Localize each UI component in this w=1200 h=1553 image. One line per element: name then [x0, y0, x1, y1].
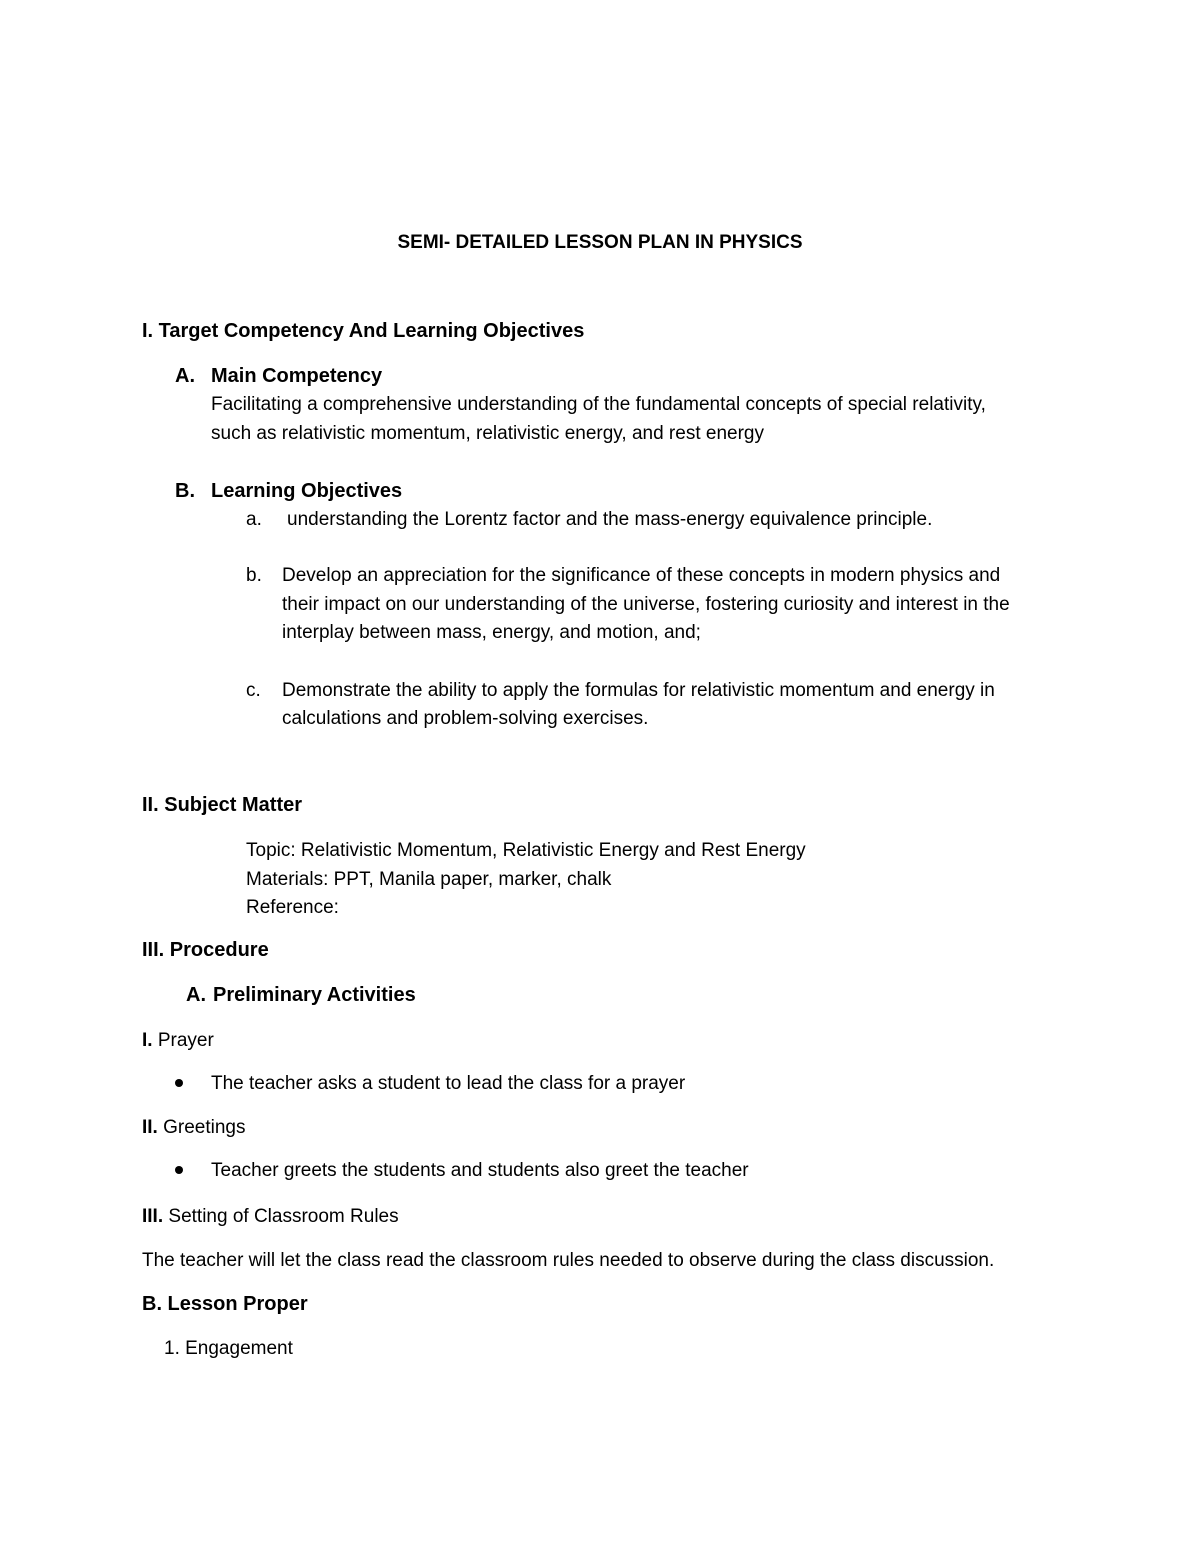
document-title: SEMI- DETAILED LESSON PLAN IN PHYSICS	[397, 232, 803, 253]
prayer-heading: I. Prayer	[142, 1030, 214, 1051]
objective-b-line-3: interplay between mass, energy, and motion, and;	[282, 622, 701, 643]
greetings-bullet-text: Teacher greets the students and students also greet the teacher	[211, 1160, 749, 1181]
rules-text: The teacher will let the class read the classroom rules needed to observe during the class discussion.	[142, 1250, 995, 1271]
section-3a-heading: Preliminary Activities	[213, 984, 416, 1006]
competency-line-2: such as relativistic momentum, relativistic energy, and rest energy	[211, 423, 764, 444]
section-2-heading: II. Subject Matter	[142, 794, 303, 816]
section-1a-marker: A.	[175, 365, 195, 387]
objective-a-line-1: understanding the Lorentz factor and the mass-energy equivalence principle.	[287, 509, 933, 530]
greetings-heading: II. Greetings	[142, 1117, 246, 1138]
lesson-item-engagement: 1. Engagement	[164, 1338, 293, 1359]
subject-topic: Topic: Relativistic Momentum, Relativistic Energy and Rest Energy	[246, 840, 806, 861]
competency-line-1: Facilitating a comprehensive understanding of the fundamental concepts of special relativity,	[211, 394, 986, 415]
section-1b-marker: B.	[175, 480, 195, 502]
section-1b-heading: Learning Objectives	[211, 480, 403, 502]
section-3a-marker: A.	[186, 984, 206, 1006]
objective-b-marker: b.	[246, 565, 262, 586]
objective-c-line-2: calculations and problem-solving exercises.	[282, 708, 649, 729]
bullet-icon	[175, 1079, 183, 1087]
section-1a-heading: Main Competency	[211, 365, 383, 387]
bullet-icon	[175, 1166, 183, 1174]
prayer-bullet-text: The teacher asks a student to lead the class for a prayer	[211, 1073, 686, 1094]
objective-b-line-1: Develop an appreciation for the significance of these concepts in modern physics and	[282, 565, 1001, 586]
objective-b-line-2: their impact on our understanding of the universe, fostering curiosity and interest in the	[282, 594, 1010, 615]
objective-a-marker: a.	[246, 509, 262, 530]
objective-c-marker: c.	[246, 680, 261, 701]
subject-reference: Reference:	[246, 897, 339, 918]
subject-materials: Materials: PPT, Manila paper, marker, chalk	[246, 869, 612, 890]
section-1-heading: I. Target Competency And Learning Objectives	[142, 320, 585, 342]
rules-heading: III. Setting of Classroom Rules	[142, 1206, 399, 1227]
section-3-heading: III. Procedure	[142, 939, 269, 961]
lesson-proper-heading: B. Lesson Proper	[142, 1293, 308, 1315]
objective-c-line-1: Demonstrate the ability to apply the formulas for relativistic momentum and energy in	[282, 680, 995, 701]
